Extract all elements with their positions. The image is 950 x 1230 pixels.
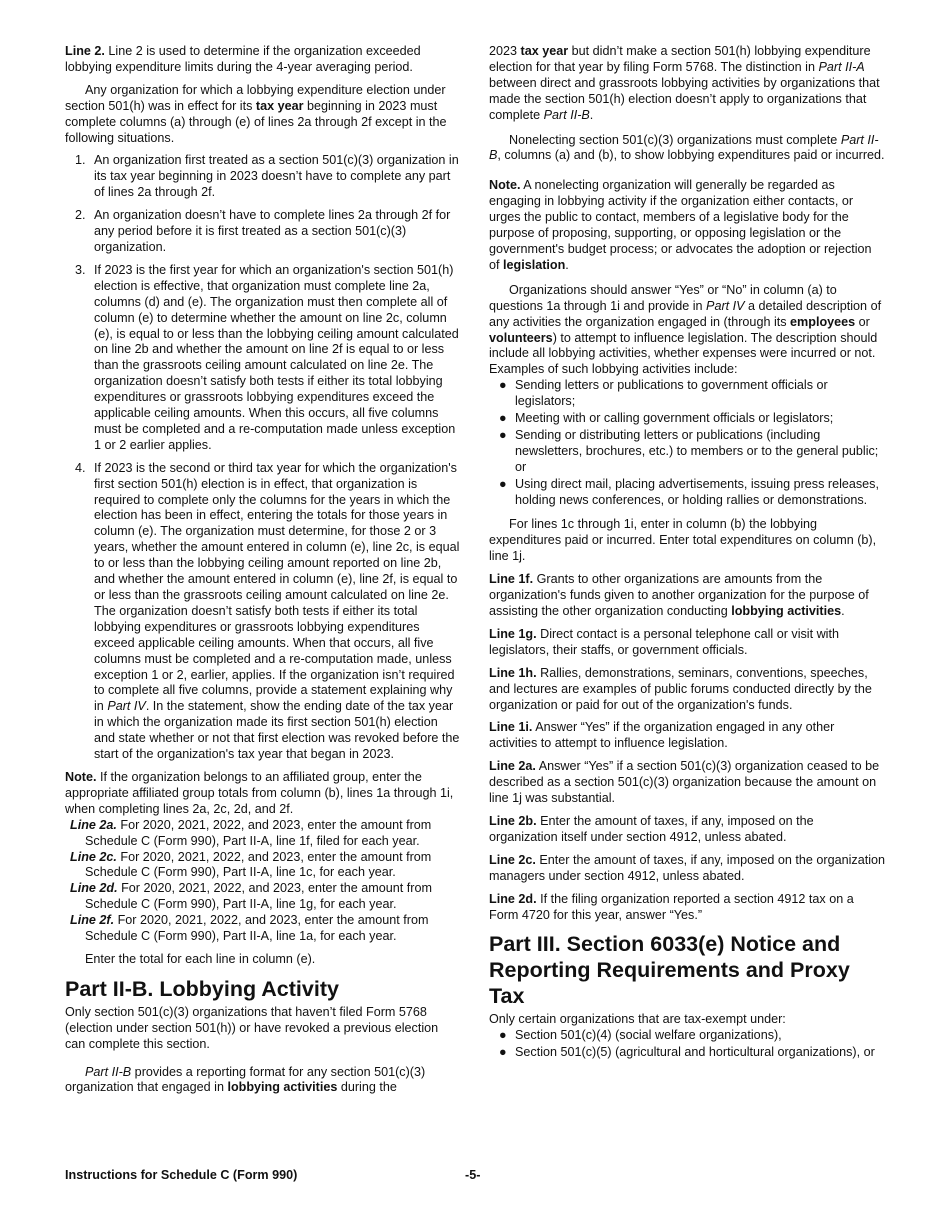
part2b-intro: Only section 501(c)(3) organizations that haven’t filed Form 5768 (election under section 501(h)) or have revoked a previous election can complete this section. [65, 1004, 439, 1051]
page-number: -5- [465, 1168, 481, 1182]
line2c-paragraph: Line 2c. Enter the amount of taxes, if any, imposed on the organization managers under section 4912, unless abated. [489, 852, 886, 883]
right-column [489, 44, 885, 1067]
left-column [65, 44, 461, 1103]
list-item: ● Using direct mail, placing advertisements, issuing press releases, holding news conferences, or holding rallies or demonstrations. [499, 476, 879, 507]
exceptions-list [65, 153, 461, 763]
page-footer [65, 1168, 885, 1186]
line1g-paragraph: Line 1g. Direct contact is a personal telephone call or visit with legislators, their staffs, or government officials. [489, 626, 839, 657]
list-item: ● Sending or distributing letters or publications (including newsletters, brochures, etc.) to members or to the general public; or [499, 427, 879, 474]
line2-heading: Line 2. [65, 44, 105, 58]
line2c-instruction: Line 2c. For 2020, 2021, 2022, and 2023, enter the amount from Schedule C (Form 990), Part II-A, line 1c, for each year. [70, 849, 432, 880]
list-item: 4. If 2023 is the second or third tax year for which the organization's first section 501(h) election is in effect, that organization is required to complete only the columns for the years in which the election has been in effect, entering the totals for those years in column (e). The organization must determine, for those 2 or 3 years, whether the amount entered in column (e), line 2c, is equal to or less than the lobbying ceiling amount reported on line 2b, and whether the amount entered in column (e), line 2f, is equal to or less than the grassroots ceiling amount calculated on line 2e. The organization doesn’t satisfy both tests if either its total lobbying expenditures or grassroots lobbying expenditures exceed applicable ceiling amounts. When that occurs, all five columns must be completed and a re-computation made, unless exception 1 or 2, earlier, applies. If the organization isn’t required to complete all five columns, provide a statement explaining why in Part IV. In the statement, show the ending date of the tax year in which the organization made its first section 501(h) election and state whether or not that first election was revoked before the start of the organization's tax year that began in 2023. [75, 460, 460, 762]
line1i-paragraph: Line 1i. Answer “Yes” if the organization engaged in any other activities to attempt to influence legislation. [489, 720, 835, 751]
line2-paragraph: Line 2. Line 2 is used to determine if the organization exceeded lobbying expenditure limits during the 4-year averaging period. [65, 44, 421, 74]
part2b-continued-paragraph: 2023 tax year but didn’t make a section 501(h) lobbying expenditure election for that year by filing Form 5768. The distinction in Part II-A between direct and grassroots lobbying activities by organizations that made the section 501(h) election doesn’t apply to organizations that complete Part II-B. [489, 44, 880, 122]
line2d-instruction: Line 2d. For 2020, 2021, 2022, and 2023, enter the amount from Schedule C (Form 990), Part II-A, line 1g, for each year. [70, 881, 432, 912]
affiliated-note: Note. If the organization belongs to an affiliated group, enter the appropriate affiliated group totals from column (b), lines 1a through 1i, when completing lines 2a, 2c, 2d, and 2f. [65, 769, 454, 816]
any-org-paragraph: Any organization for which a lobbying expenditure election under section 501(h) was in effect for its tax year beginning in 2023 must complete columns (a) through (e) of lines 2a through 2f except in the following situations. [65, 82, 447, 145]
nonelecting-paragraph: Nonelecting section 501(c)(3) organizations must complete Part II-B, columns (a) and (b), to show lobbying expenditures paid or incurred. [489, 132, 885, 163]
tax-exempt-list [489, 1028, 885, 1061]
part3-intro: Only certain organizations that are tax-exempt under: [489, 1012, 786, 1027]
lines-1c-1i-paragraph: For lines 1c through 1i, enter in column (b) the lobbying expenditures paid or incurred. Enter total expenditures on column (b), line 1j. [489, 517, 877, 564]
list-item: ● Meeting with or calling government officials or legislators; [499, 411, 834, 426]
enter-total-paragraph: Enter the total for each line in column (e). [85, 951, 316, 966]
line1h-paragraph: Line 1h. Rallies, demonstrations, seminars, conventions, speeches, and lectures are examples of public forums conducted directly by the organization or paid for out of the organization's funds. [489, 665, 872, 712]
tax-year-term: tax year [255, 98, 304, 113]
list-item: ● Section 501(c)(5) (agricultural and horticultural organizations), or [499, 1045, 875, 1060]
list-item: 1. An organization first treated as a section 501(c)(3) organization in its tax year beginning in 2023 doesn’t have to complete any part of lines 2a through 2f. [75, 153, 459, 200]
part3-heading: Part III. Section 6033(e) Notice and Reporting Requirements and Proxy Tax [489, 932, 850, 1009]
nonelecting-note: Note. A nonelecting organization will generally be regarded as engaging in lobbying activity if the organization either contacts, or urges the public to contact, members of a legislative body for the purpose of proposing, supporting, or opposing legislation or the government's budget process; or advocates the adoption or rejection of legislation. [489, 178, 872, 272]
list-item: 3. If 2023 is the first year for which an organization's section 501(h) election is effective, that organization must complete line 2a, columns (d) and (e). The organization must then complete all of column (e) to determine whether the amount on line 2c, column (e), is equal to or less than the lobbying ceiling amount calculated on line 2b and whether the amount on line 2f is equal to or less than the grassroots ceiling amount calculated on line 2e. The organization doesn’t satisfy both tests if either its total lobbying expenditures or grassroots lobbying expenditures exceed the applicable ceiling amounts. When this occurs, all five columns must be completed and a re-computation made unless exception 1 or 2 earlier applies. [75, 262, 459, 452]
part2b-heading: Part II-B. Lobbying Activity [65, 976, 339, 1001]
line1f-paragraph: Line 1f. Grants to other organizations are amounts from the organization's funds given to another organization for the purpose of assisting the other organization conducting lobbying activities. [489, 572, 869, 618]
lobbying-examples-list [489, 378, 885, 508]
note-heading: Note. [65, 769, 97, 784]
line2d-paragraph: Line 2d. If the filing organization reported a section 4912 tax on a Form 4720 for this year, answer “Yes.” [489, 891, 854, 922]
line2a-instruction: Line 2a. For 2020, 2021, 2022, and 2023, enter the amount from Schedule C (Form 990), Part II-A, line 1f, filed for each year. [70, 817, 432, 848]
list-item: ● Sending letters or publications to government officials or legislators; [499, 378, 828, 409]
part2b-format-paragraph: Part II-B provides a reporting format for any section 501(c)(3) organization that engaged in lobbying activities during the [65, 1064, 426, 1095]
list-item: ● Section 501(c)(4) (social welfare organizations), [499, 1028, 782, 1043]
line2f-instruction: Line 2f. For 2020, 2021, 2022, and 2023, enter the amount from Schedule C (Form 990), Part II-A, line 1a, for each year. [70, 913, 429, 944]
footer-title: Instructions for Schedule C (Form 990) [65, 1168, 298, 1182]
list-item: 2. An organization doesn’t have to complete lines 2a through 2f for any period before it is first treated as a section 501(c)(3) organization. [75, 208, 451, 254]
note-heading: Note. [489, 178, 521, 193]
line2a-paragraph: Line 2a. Answer “Yes” if a section 501(c)(3) organization ceased to be described as a section 501(c)(3) organization because the amount on line 1j was substantial. [489, 759, 880, 806]
line2b-paragraph: Line 2b. Enter the amount of taxes, if any, imposed on the organization itself under section 4912, unless abated. [489, 813, 814, 844]
organizations-paragraph: Organizations should answer “Yes” or “No” in column (a) to questions 1a through 1i and provide in Part IV a detailed description of any activities the organization engaged in (through its employees or volunteers) to attempt to influence legislation. The description should include all lobbying activities, whether expenses were incurred or not. Examples of such lobbying activities include: [489, 282, 882, 377]
